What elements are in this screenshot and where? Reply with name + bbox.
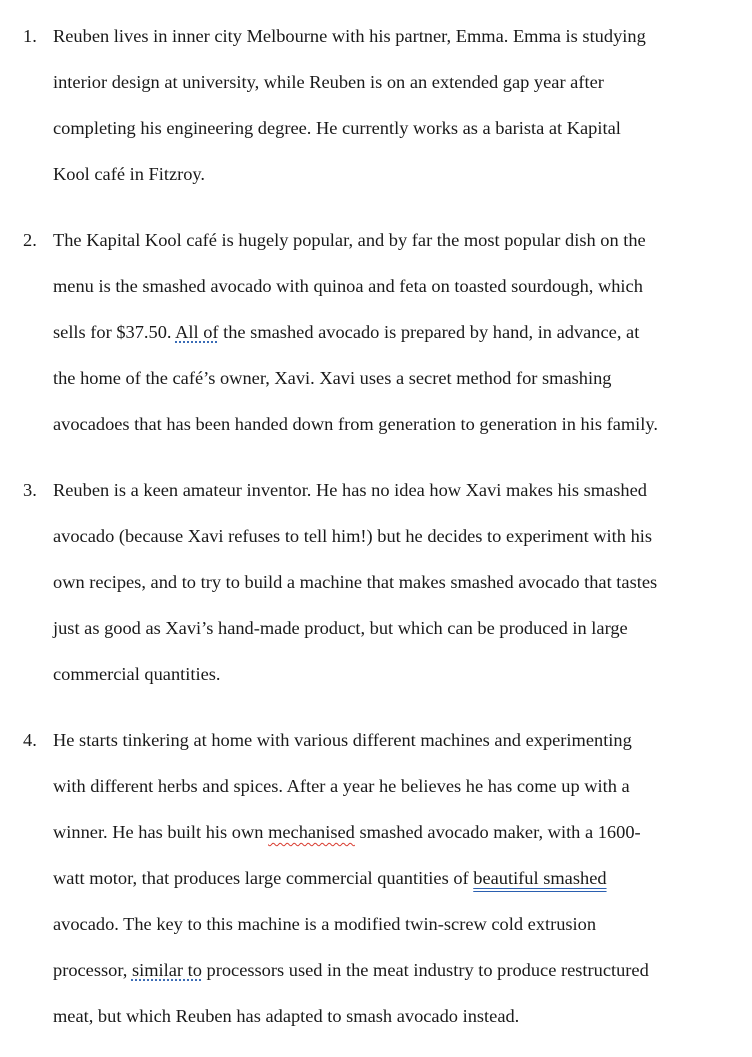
paragraph-line: [53, 401, 658, 447]
paragraph-line: [53, 59, 604, 105]
paragraph-number: 1.: [23, 26, 37, 46]
numbered-paragraph: [0, 467, 752, 697]
paragraph-line: [53, 513, 652, 559]
paragraph-line: [53, 263, 643, 309]
paragraph-line: [53, 809, 641, 855]
text-run: just as good as Xavi’s hand-made product, but which can be produced in large: [53, 618, 628, 638]
text-run: processors used in the meat industry to produce restructured: [201, 960, 649, 980]
text-run: Reuben is a keen amateur inventor. He has no idea how Xavi makes his smashed: [53, 480, 647, 500]
paragraph-number: 4.: [23, 730, 37, 750]
paragraph-line: [53, 559, 657, 605]
paragraph-line: [53, 993, 519, 1039]
paragraph-line: [53, 763, 630, 809]
paragraph-line: [53, 651, 221, 697]
paragraph-line: [53, 13, 646, 59]
paragraph-line: [53, 151, 205, 197]
text-run: interior design at university, while Reuben is on an extended gap year after: [53, 72, 604, 92]
paragraph-line: [53, 605, 628, 651]
grammar-suggestion[interactable]: similar to: [131, 960, 202, 980]
text-run: smashed avocado maker, with a 1600-: [354, 822, 641, 842]
text-run: Kool café in Fitzroy.: [53, 164, 206, 184]
text-run: He starts tinkering at home with various different machines and experimenting: [53, 730, 632, 750]
text-run: the home of the café’s owner, Xavi. Xavi uses a secret method for smashing: [53, 368, 612, 388]
text-run: winner. He has built his own: [53, 822, 269, 842]
paragraph-line: [53, 855, 607, 901]
paragraph-line: [53, 105, 621, 151]
paragraph-line: [53, 901, 596, 947]
text-run: avocadoes that has been handed down from generation to generation in his family.: [53, 414, 658, 434]
paragraph-line: [53, 467, 647, 513]
text-run: Reuben lives in inner city Melbourne with his partner, Emma. Emma is studying: [53, 26, 646, 46]
text-run: avocado (because Xavi refuses to tell him!) but he decides to experiment with his: [53, 526, 653, 546]
text-run: completing his engineering degree. He currently works as a barista at Kapital: [53, 118, 621, 138]
text-run: the smashed avocado is prepared by hand, in advance, at: [218, 322, 640, 342]
numbered-paragraph: [0, 217, 752, 447]
paragraph-number: 2.: [23, 230, 37, 250]
text-run: meat, but which Reuben has adapted to smash avocado instead.: [53, 1006, 520, 1026]
paragraph-line: [53, 217, 646, 263]
paragraph-line: [53, 717, 632, 763]
text-run: avocado. The key to this machine is a modified twin-screw cold extrusion: [53, 914, 597, 934]
text-run: with different herbs and spices. After a year he believes he has come up with a: [53, 776, 630, 796]
paragraph-line: [53, 355, 611, 401]
paragraph-line: [53, 309, 639, 355]
text-run: own recipes, and to try to build a machine that makes smashed avocado that tastes: [53, 572, 658, 592]
grammar-suggestion[interactable]: All of: [175, 322, 219, 342]
text-run: menu is the smashed avocado with quinoa and feta on toasted sourdough, which: [53, 276, 643, 296]
numbered-paragraph: [0, 13, 752, 197]
text-run: commercial quantities.: [53, 664, 221, 684]
text-run: sells for $37.50.: [53, 322, 176, 342]
style-suggestion[interactable]: beautiful smashed: [473, 868, 607, 888]
paragraph-line: [53, 947, 649, 993]
text-run: The Kapital Kool café is hugely popular, and by far the most popular dish on the: [53, 230, 646, 250]
paragraph-number: 3.: [23, 480, 37, 500]
numbered-paragraph: [0, 717, 752, 1039]
spelling-flag[interactable]: mechanised: [268, 822, 355, 842]
text-run: processor,: [53, 960, 132, 980]
text-run: watt motor, that produces large commercial quantities of: [53, 868, 474, 888]
